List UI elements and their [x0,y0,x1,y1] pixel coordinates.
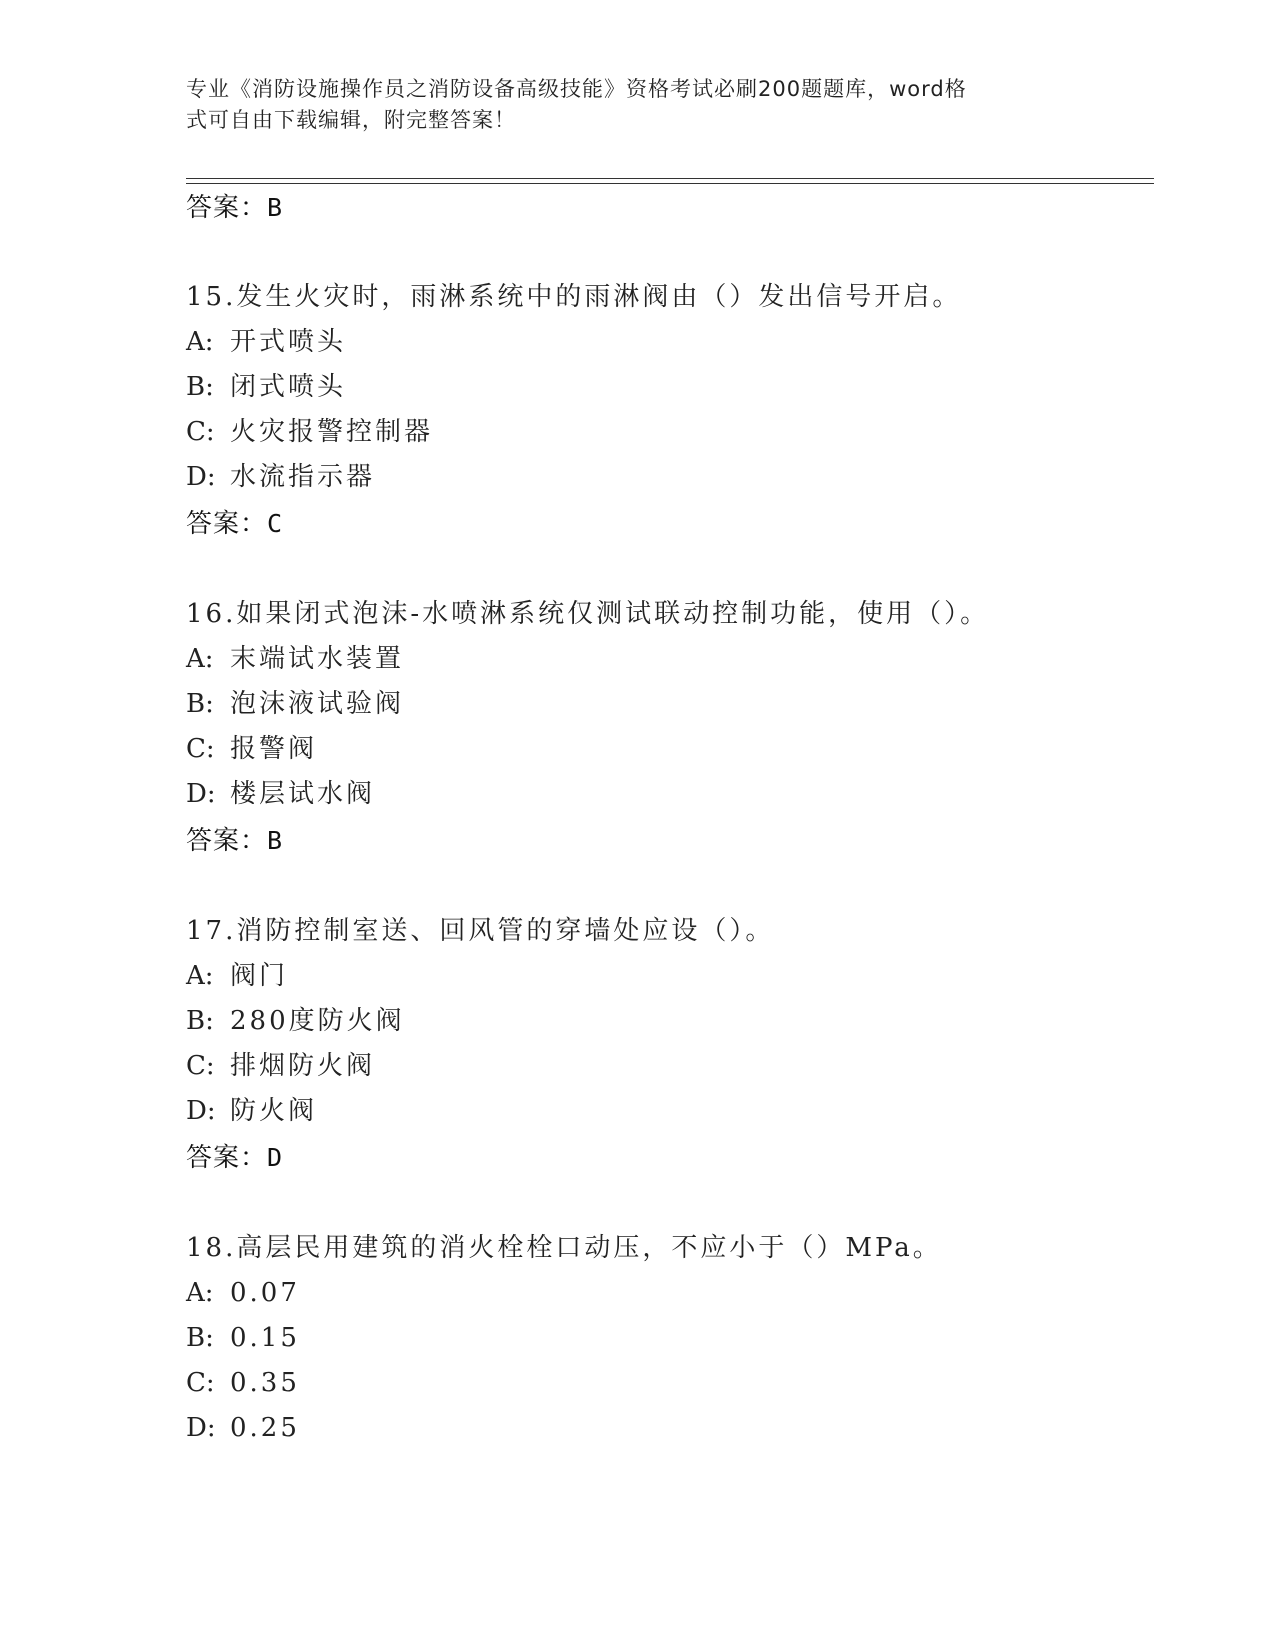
option-d [186,1094,317,1128]
question-stem: 15.发生火灾时，雨淋系统中的雨淋阀由（）发出信号开启。 [186,282,962,312]
option-letter: A: [186,644,214,674]
option-b [186,1321,300,1355]
question-stem: 18.高层民用建筑的消火栓栓口动压，不应小于（）MPa。 [186,1233,942,1263]
option-text: 0.07 [230,1278,300,1308]
option-text: 0.25 [230,1413,300,1443]
option-text: 泡沫液试验阀 [230,689,405,719]
option-letter: A: [186,961,214,991]
option-letter: B: [186,1006,214,1036]
option-text: 0.35 [230,1368,300,1398]
option-c [186,732,317,766]
option-letter: D: [186,1413,216,1443]
option-b [186,687,404,721]
question-stem: 17.消防控制室送、回风管的穿墙处应设（）。 [186,916,775,946]
answer-line [186,191,282,225]
option-letter: C: [186,734,215,764]
answer-line [186,1141,282,1175]
option-text: 0.15 [230,1323,300,1353]
option-text: 开式喷头 [230,327,347,357]
option-text: 楼层试水阀 [230,779,376,809]
option-a [186,1276,300,1310]
option-letter: A: [186,1278,214,1308]
option-letter: D: [186,462,216,492]
option-letter: B: [186,372,214,402]
option-letter: C: [186,417,215,447]
answer-label: 答案： [186,826,268,856]
header-rule-top [186,178,1154,179]
option-letter: C: [186,1051,215,1081]
option-a [186,325,346,359]
option-text: 火灾报警控制器 [230,417,434,447]
question-stem: 16.如果闭式泡沫-水喷淋系统仅测试联动控制功能，使用（）。 [186,599,990,629]
option-text: 水流指示器 [230,462,376,492]
option-c [186,1049,375,1083]
option-d [186,1411,300,1445]
answer-label: 答案： [186,1143,268,1173]
option-a [186,959,288,993]
option-text: 阀门 [230,961,289,991]
option-text: 排烟防火阀 [230,1051,376,1081]
option-text: 末端试水装置 [230,644,405,674]
option-text: 报警阀 [230,734,318,764]
answer-line [186,824,282,858]
option-letter: D: [186,779,216,809]
option-b [186,1004,405,1038]
answer-value: D [267,1143,283,1172]
option-c [186,415,433,449]
answer-label: 答案： [186,193,268,223]
option-letter: C: [186,1368,215,1398]
option-letter: B: [186,689,214,719]
option-b [186,370,346,404]
answer-value: C [267,509,283,538]
header-line-2: 式可自由下载编辑，附完整答案！ [186,108,516,132]
option-letter: D: [186,1096,216,1126]
header-rule-bottom [186,183,1154,184]
option-text: 280度防火阀 [230,1006,405,1036]
document-header [186,74,1066,136]
option-a [186,642,404,676]
option-d [186,777,375,811]
option-letter: B: [186,1323,214,1353]
option-c [186,1366,300,1400]
option-d [186,460,375,494]
answer-label: 答案： [186,509,268,539]
answer-value: B [267,826,283,855]
option-text: 闭式喷头 [230,372,347,402]
option-letter: A: [186,327,214,357]
answer-line [186,507,282,541]
option-text: 防火阀 [230,1096,318,1126]
answer-value: B [267,193,283,222]
header-line-1: 专业《消防设施操作员之消防设备高级技能》资格考试必刷200题题库，word格 [186,77,967,101]
